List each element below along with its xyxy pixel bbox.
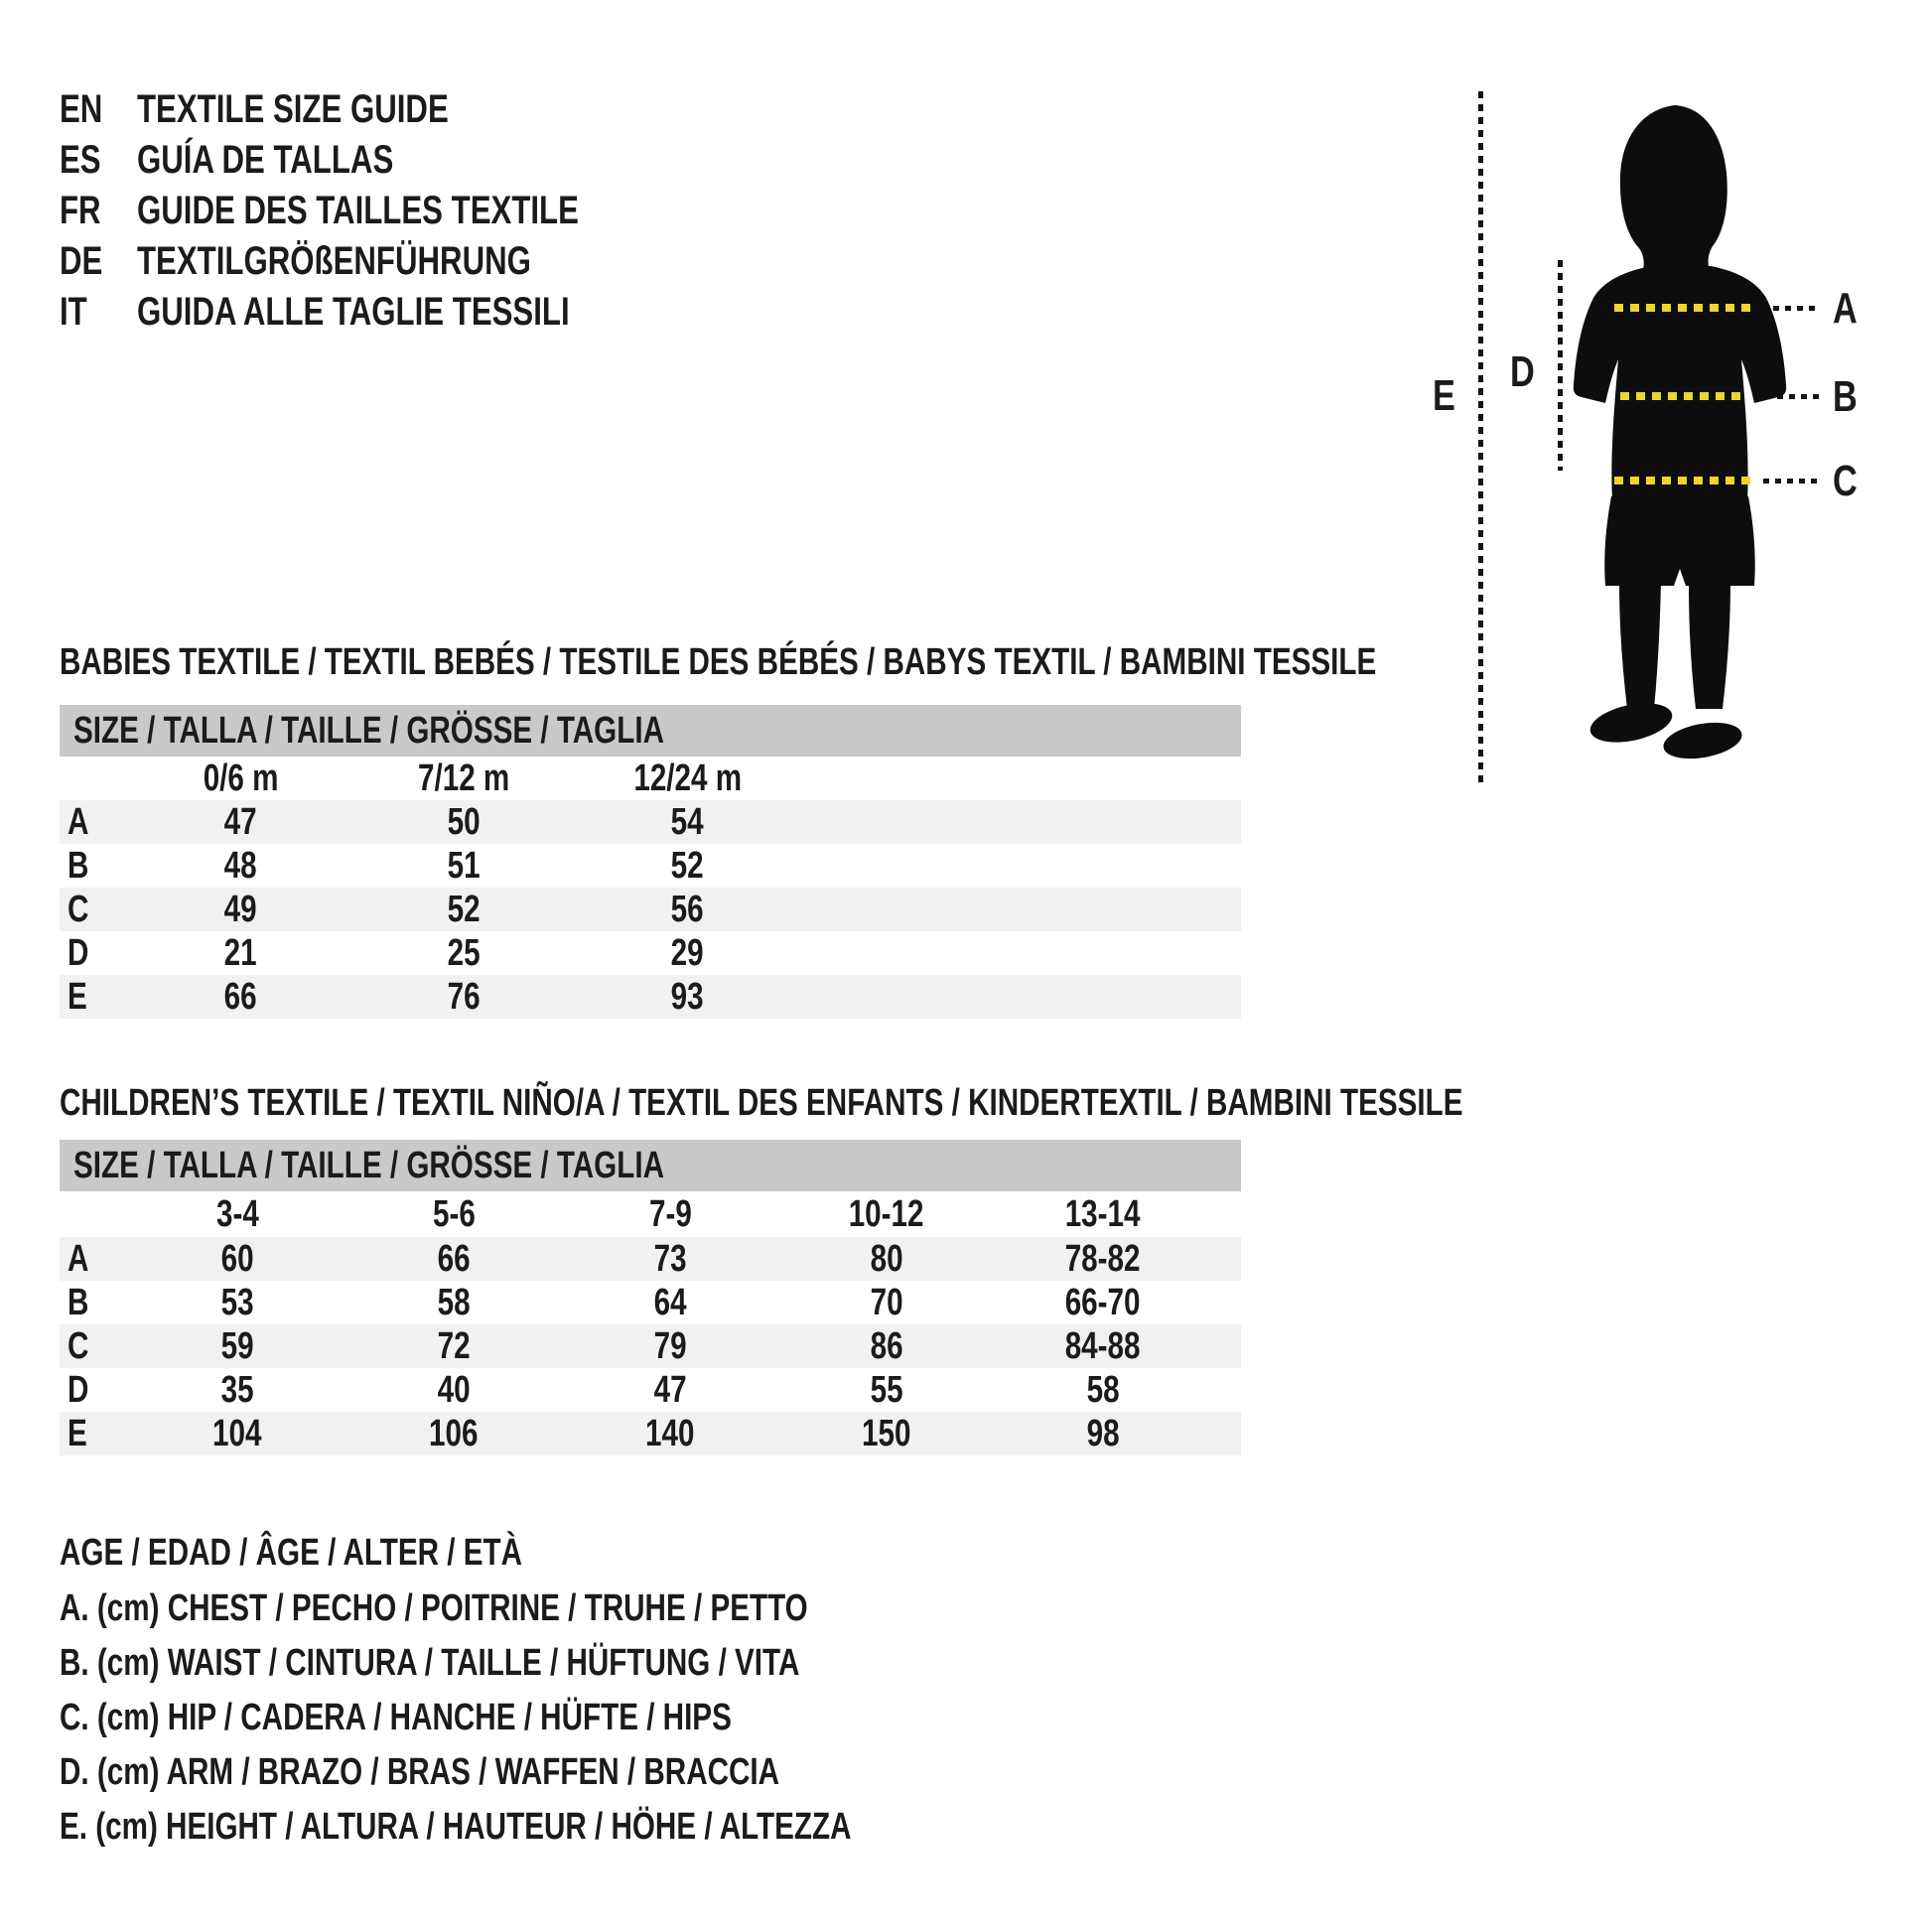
value-cell: 64 <box>653 1281 687 1323</box>
child-silhouette <box>1572 99 1790 764</box>
value-cell: 21 <box>224 931 257 974</box>
table-row <box>60 975 1241 1019</box>
table-row <box>60 888 1241 931</box>
language-row-en <box>60 84 536 135</box>
language-code: ES <box>60 138 101 182</box>
children-size-bar: SIZE / TALLA / TAILLE / GRÖSSE / TAGLIA <box>60 1140 1241 1191</box>
value-cell: 84-88 <box>1065 1324 1141 1367</box>
value-cell: 98 <box>1086 1412 1120 1454</box>
value-cell: 58 <box>1086 1368 1120 1411</box>
corner-cell <box>60 757 129 800</box>
value-cell: 78-82 <box>1065 1237 1141 1280</box>
legend-chest: A. (cm) CHEST / PECHO / POITRINE / TRUHE / PETTO <box>60 1587 808 1629</box>
value-cell: 25 <box>448 931 481 974</box>
value-cell: 47 <box>224 800 257 843</box>
babies-size-table <box>60 705 1241 1019</box>
column-header: 12/24 m <box>633 757 742 799</box>
children-section-heading: CHILDREN’S TEXTILE / TEXTIL NIÑO/A / TEXTIL DES ENFANTS / KINDERTEXTIL / BAMBINI TESSILE <box>60 1082 1463 1124</box>
language-title: TEXTILGRÖßENFÜHRUNG <box>137 239 531 283</box>
row-label: D <box>68 931 89 974</box>
column-header: 7-9 <box>648 1192 692 1235</box>
value-cell: 79 <box>653 1324 687 1367</box>
column-header: 10-12 <box>849 1192 924 1235</box>
chest-measure-line-a <box>1614 304 1753 312</box>
value-cell: 66-70 <box>1065 1281 1141 1323</box>
row-label: B <box>68 844 89 887</box>
value-cell: 47 <box>653 1368 687 1411</box>
language-row-de <box>60 236 642 287</box>
value-cell: 56 <box>671 888 704 930</box>
value-cell: 86 <box>870 1324 903 1367</box>
table-row <box>60 1412 1241 1455</box>
value-cell: 52 <box>448 888 481 930</box>
value-cell: 53 <box>220 1281 254 1323</box>
column-header: 3-4 <box>215 1192 259 1235</box>
row-label: A <box>68 800 89 843</box>
language-code: EN <box>60 87 103 131</box>
value-cell: 29 <box>671 931 704 974</box>
value-cell: 80 <box>870 1237 903 1280</box>
row-label: E <box>68 975 87 1018</box>
value-cell: 70 <box>870 1281 903 1323</box>
legend-age: AGE / EDAD / ÂGE / ALTER / ETÀ <box>60 1531 523 1574</box>
value-cell: 150 <box>862 1412 911 1454</box>
table-row <box>60 1324 1241 1368</box>
column-header: 0/6 m <box>203 757 279 799</box>
table-row <box>60 1281 1241 1324</box>
figure-label-b: B <box>1833 372 1858 421</box>
row-label: E <box>68 1412 87 1454</box>
row-label: C <box>68 1324 89 1367</box>
value-cell: 49 <box>224 888 257 930</box>
language-title: GUIDE DES TAILLES TEXTILE <box>137 189 579 232</box>
row-label: C <box>68 888 89 930</box>
language-code: FR <box>60 189 101 232</box>
figure-label-c: C <box>1833 457 1858 505</box>
waist-measure-line-b <box>1620 392 1745 400</box>
children-column-header-row <box>60 1191 1241 1237</box>
language-title: GUIDA ALLE TAGLIE TESSILI <box>137 290 570 334</box>
legend-hip: C. (cm) HIP / CADERA / HANCHE / HÜFTE / HIPS <box>60 1696 732 1738</box>
column-header: 5-6 <box>432 1192 476 1235</box>
language-title: TEXTILE SIZE GUIDE <box>137 87 449 131</box>
value-cell: 60 <box>220 1237 254 1280</box>
figure-label-e: E <box>1433 371 1455 420</box>
value-cell: 66 <box>437 1237 471 1280</box>
value-cell: 59 <box>220 1324 254 1367</box>
table-row <box>60 1368 1241 1412</box>
column-header: 13-14 <box>1065 1192 1141 1235</box>
arm-measure-line-d <box>1558 260 1563 471</box>
value-cell: 140 <box>645 1412 695 1454</box>
value-cell: 52 <box>671 844 704 887</box>
value-cell: 93 <box>671 975 704 1018</box>
value-cell: 55 <box>870 1368 903 1411</box>
table-row <box>60 800 1241 844</box>
language-code: DE <box>60 239 103 283</box>
value-cell: 51 <box>448 844 481 887</box>
value-cell: 48 <box>224 844 257 887</box>
language-title: GUÍA DE TALLAS <box>137 138 394 182</box>
value-cell: 106 <box>429 1412 479 1454</box>
legend-arm: D. (cm) ARM / BRAZO / BRAS / WAFFEN / BRACCIA <box>60 1750 780 1793</box>
language-row-fr <box>60 186 703 236</box>
language-row-it <box>60 287 692 338</box>
legend-waist: B. (cm) WAIST / CINTURA / TAILLE / HÜFTUNG / VITA <box>60 1641 800 1684</box>
language-row-es <box>60 135 466 186</box>
value-cell: 40 <box>437 1368 471 1411</box>
table-row <box>60 931 1241 975</box>
value-cell: 104 <box>212 1412 262 1454</box>
value-cell: 54 <box>671 800 704 843</box>
corner-cell <box>60 1191 129 1237</box>
row-label: B <box>68 1281 89 1323</box>
value-cell: 35 <box>220 1368 254 1411</box>
babies-section-heading: BABIES TEXTILE / TEXTIL BEBÉS / TESTILE DES BÉBÉS / BABYS TEXTIL / BAMBINI TESSILE <box>60 641 1377 683</box>
table-row <box>60 844 1241 888</box>
table-row <box>60 1237 1241 1281</box>
value-cell: 50 <box>448 800 481 843</box>
children-size-table <box>60 1140 1241 1455</box>
value-cell: 66 <box>224 975 257 1018</box>
row-label: A <box>68 1237 89 1280</box>
value-cell: 58 <box>437 1281 471 1323</box>
babies-size-bar: SIZE / TALLA / TAILLE / GRÖSSE / TAGLIA <box>60 705 1241 757</box>
column-header: 7/12 m <box>418 757 510 799</box>
value-cell: 73 <box>653 1237 687 1280</box>
language-code: IT <box>60 290 87 334</box>
hip-measure-line-c <box>1614 477 1755 484</box>
figure-label-d: D <box>1510 347 1535 396</box>
value-cell: 76 <box>448 975 481 1018</box>
babies-column-header-row <box>60 757 1241 800</box>
row-label: D <box>68 1368 89 1411</box>
value-cell: 72 <box>437 1324 471 1367</box>
figure-label-a: A <box>1833 284 1858 333</box>
legend-height: E. (cm) HEIGHT / ALTURA / HAUTEUR / HÖHE / ALTEZZA <box>60 1805 852 1848</box>
